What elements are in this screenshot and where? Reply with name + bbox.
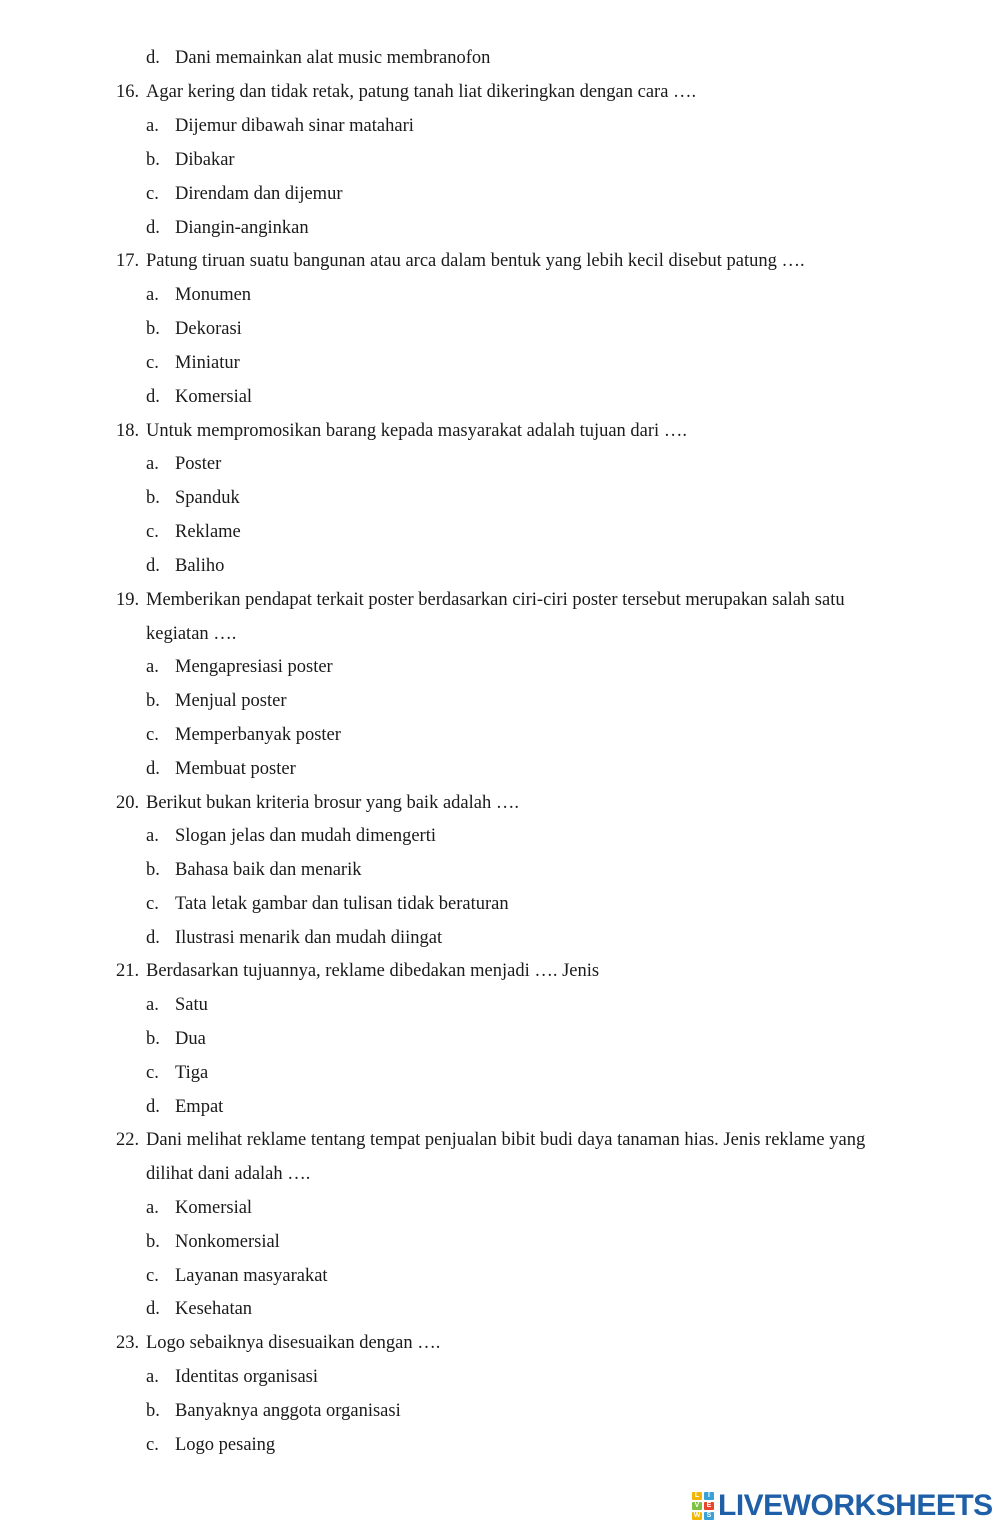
option-text: Tata letak gambar dan tulisan tidak beraturan: [175, 894, 509, 914]
option-item: [146, 1197, 252, 1219]
question-text: Patung tiruan suatu bangunan atau arca dalam bentuk yang lebih kecil disebut patung ….: [146, 251, 805, 271]
option-letter: a.: [146, 454, 159, 474]
option-item: [146, 927, 442, 949]
question-text-continuation: kegiatan ….: [146, 624, 237, 644]
option-item: [146, 825, 436, 847]
option-letter: c.: [146, 894, 159, 914]
question-17: [116, 250, 805, 272]
question-number: 18.: [116, 421, 140, 441]
liveworksheets-logo[interactable]: [692, 1489, 993, 1523]
question-text-continuation: dilihat dani adalah ….: [146, 1164, 311, 1184]
option-text: Kesehatan: [175, 1299, 253, 1319]
option-item: [146, 1231, 280, 1253]
question-16: [116, 81, 696, 103]
logo-mark-tile: W: [693, 1512, 701, 1519]
question-text: Memberikan pendapat terkait poster berdasarkan ciri-ciri poster tersebut merupakan salah satu: [146, 590, 845, 610]
option-text: Satu: [175, 995, 208, 1015]
option-letter: b.: [146, 1029, 160, 1049]
option-text: Ilustrasi menarik dan mudah diingat: [175, 928, 443, 948]
question-23: [116, 1332, 440, 1354]
option-item: [146, 115, 414, 137]
question-number: 22.: [116, 1130, 140, 1150]
option-text: Slogan jelas dan mudah dimengerti: [175, 826, 436, 846]
option-item: [146, 149, 235, 171]
question-text: Logo sebaiknya disesuaikan dengan ….: [146, 1333, 441, 1353]
option-item: [146, 217, 309, 239]
option-letter: c.: [146, 184, 159, 204]
option-text: Diangin-anginkan: [175, 218, 309, 238]
option-letter: d.: [146, 387, 160, 407]
option-text: Dua: [175, 1029, 206, 1049]
option-text: Membuat poster: [175, 759, 296, 779]
option-text: Dijemur dibawah sinar matahari: [175, 116, 414, 136]
option-text: Komersial: [175, 387, 253, 407]
option-text: Komersial: [175, 1198, 253, 1218]
option-text: Direndam dan dijemur: [175, 184, 343, 204]
option-item: [146, 1096, 223, 1118]
logo-mark-tile: I: [704, 1492, 714, 1500]
option-letter: c.: [146, 725, 159, 745]
option-text: Tiga: [175, 1063, 209, 1083]
option-letter: a.: [146, 826, 159, 846]
option-item: [146, 1028, 206, 1050]
option-item: [146, 690, 287, 712]
option-letter: b.: [146, 150, 160, 170]
question-text: Dani melihat reklame tentang tempat penjualan bibit budi daya tanaman hias. Jenis reklame yang: [146, 1130, 866, 1150]
logo-mark-tile: V: [692, 1502, 702, 1510]
option-item: [146, 1434, 275, 1456]
option-item: [146, 284, 251, 306]
option-letter: a.: [146, 116, 159, 136]
option-text: Empat: [175, 1097, 224, 1117]
option-item: [146, 893, 509, 915]
option-letter: b.: [146, 860, 160, 880]
option-letter: a.: [146, 657, 159, 677]
option-letter: a.: [146, 1367, 159, 1387]
option-letter: c.: [146, 353, 159, 373]
question-text: Berikut bukan kriteria brosur yang baik adalah ….: [146, 793, 519, 813]
option-text: Dibakar: [175, 150, 235, 170]
question-text: Agar kering dan tidak retak, patung tanah liat dikeringkan dengan cara ….: [146, 82, 697, 102]
option-letter: b.: [146, 691, 160, 711]
option-text: Memperbanyak poster: [175, 725, 341, 745]
option-text: Layanan masyarakat: [175, 1266, 328, 1286]
option-letter: a.: [146, 995, 159, 1015]
option-item: [146, 183, 342, 205]
option-letter: b.: [146, 319, 160, 339]
option-text: Menjual poster: [175, 691, 287, 711]
option-item: [146, 352, 240, 374]
option-letter: d.: [146, 48, 160, 68]
logo-text: LIVEWORKSHEETS: [718, 1489, 993, 1522]
option-letter: b.: [146, 1232, 160, 1252]
question-20: [116, 792, 519, 814]
option-item: [146, 1265, 328, 1287]
option-letter: c.: [146, 1435, 159, 1455]
option-text: Mengapresiasi poster: [175, 657, 333, 677]
option-letter: c.: [146, 1063, 159, 1083]
question-number: 16.: [116, 82, 140, 102]
option-item: [146, 1062, 208, 1084]
option-letter: a.: [146, 285, 159, 305]
logo-mark-tile: L: [692, 1492, 702, 1500]
option-letter: a.: [146, 1198, 159, 1218]
option-text: Banyaknya anggota organisasi: [175, 1401, 401, 1421]
option-text: Monumen: [175, 285, 252, 305]
option-letter: d.: [146, 1097, 160, 1117]
option-item: [146, 1366, 318, 1388]
option-item: [146, 724, 341, 746]
option-item: [146, 656, 333, 678]
option-letter: d.: [146, 556, 160, 576]
question-21: [116, 960, 599, 982]
option-letter: b.: [146, 488, 160, 508]
option-text: Dekorasi: [175, 319, 242, 339]
option-item: [146, 1298, 252, 1320]
question-number: 20.: [116, 793, 140, 813]
option-item: [146, 1400, 401, 1422]
question-number: 23.: [116, 1333, 140, 1353]
option-letter: d.: [146, 1299, 160, 1319]
question-number: 17.: [116, 251, 140, 271]
option-letter: d.: [146, 218, 160, 238]
option-item: [146, 521, 241, 543]
option-text: Miniatur: [175, 353, 240, 373]
question-number: 19.: [116, 590, 140, 610]
option-text: Poster: [175, 454, 222, 474]
option-item: [146, 318, 242, 340]
option-item: [146, 487, 240, 509]
question-number: 21.: [116, 961, 140, 981]
option-item: [146, 453, 221, 475]
option-item: [146, 859, 361, 881]
logo-mark-tile: S: [704, 1512, 714, 1520]
logo-mark-tile: E: [704, 1502, 714, 1510]
option-text: Spanduk: [175, 488, 240, 508]
question-text: Berdasarkan tujuannya, reklame dibedakan menjadi …. Jenis: [146, 961, 600, 981]
option-letter: d.: [146, 759, 160, 779]
option-letter: c.: [146, 1266, 159, 1286]
option-text: Identitas organisasi: [175, 1367, 319, 1387]
option-item: [146, 758, 296, 780]
option-text: Dani memainkan alat music membranofon: [175, 48, 491, 68]
option-text: Bahasa baik dan menarik: [175, 860, 362, 880]
question-18: [116, 420, 687, 442]
option-text: Logo pesaing: [175, 1435, 276, 1455]
logo-mark-icon: [692, 1492, 714, 1520]
option-item: [146, 47, 490, 69]
option-text: Nonkomersial: [175, 1232, 280, 1252]
option-item: [146, 994, 208, 1016]
option-text: Baliho: [175, 556, 225, 576]
option-item: [146, 555, 224, 577]
option-letter: c.: [146, 522, 159, 542]
question-19: [116, 589, 845, 611]
question-22: [116, 1129, 865, 1151]
option-item: [146, 386, 252, 408]
option-text: Reklame: [175, 522, 241, 542]
option-letter: d.: [146, 928, 160, 948]
option-letter: b.: [146, 1401, 160, 1421]
question-text: Untuk mempromosikan barang kepada masyarakat adalah tujuan dari ….: [146, 421, 687, 441]
